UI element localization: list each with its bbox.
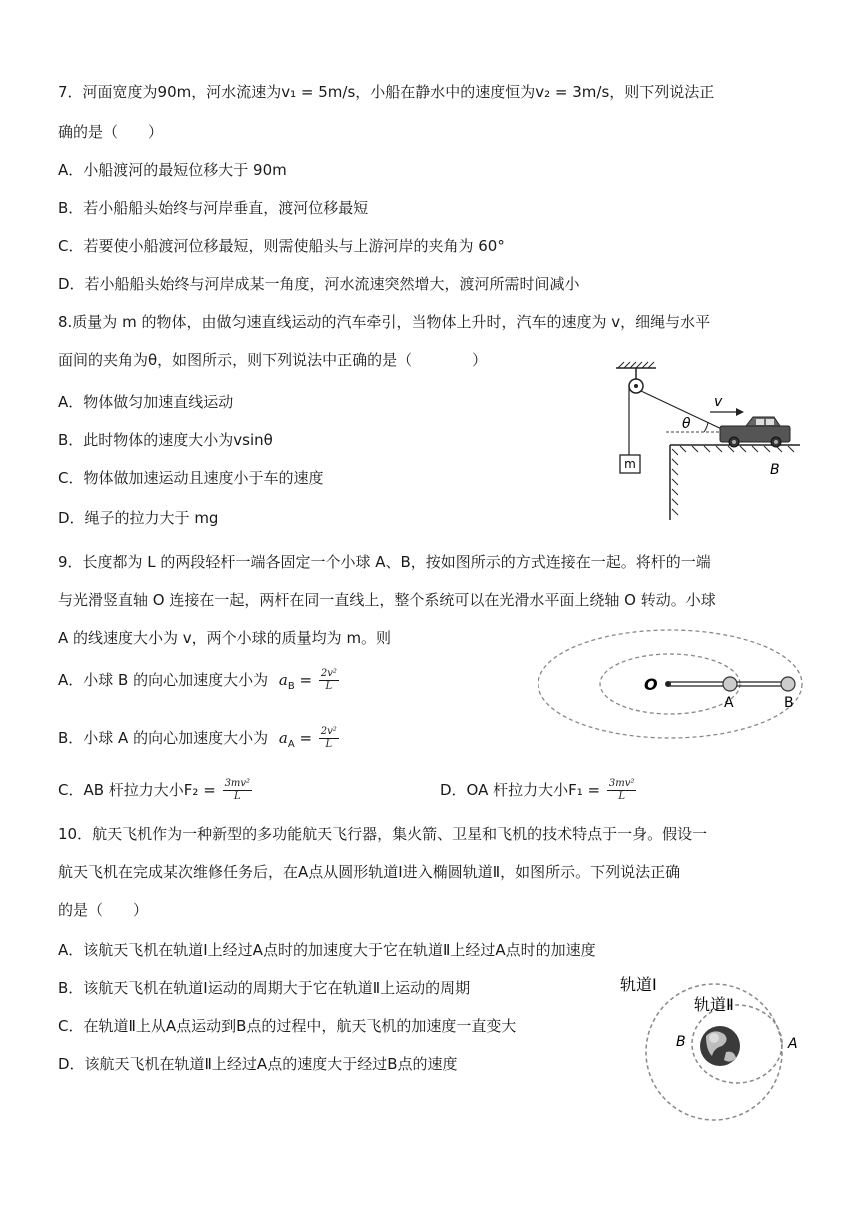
q9-option-b [58, 726, 339, 755]
q10-option-a: A．该航天飞机在轨道Ⅰ上经过A点时的加速度大于它在轨道Ⅱ上经过A点时的加速度 [58, 941, 596, 959]
q7-option-d: D．若小船船头始终与河岸成某一角度，河水流速突然增大，渡河所需时间减小 [58, 275, 580, 293]
q9-option-b-lhs: a [278, 729, 288, 747]
q9-option-a-den: L [325, 681, 333, 692]
q9-option-a-sub: B [287, 681, 295, 692]
q7-option-b: B．若小船船头始终与河岸垂直，渡河位移最短 [58, 199, 369, 217]
ball-b-icon [781, 677, 795, 691]
q9-option-a-eq: = [294, 671, 313, 689]
q8-velocity-label: v [714, 394, 723, 410]
q9-label-a: A [724, 695, 734, 711]
q9-option-a-lhs: a [278, 671, 288, 689]
q10-point-a-label: A [788, 1036, 798, 1052]
q9-stem-line1: 9．长度都为 L 的两段轻杆一端各固定一个小球 A、B，按如图所示的方式连接在一起。将杆的一端 [58, 553, 711, 571]
q9-option-b-eq: = [294, 729, 313, 747]
q8-option-c: C．物体做加速运动且速度小于车的速度 [58, 469, 324, 487]
q8-stem-line2: 面间的夹角为θ，如图所示，则下列说法中正确的是（ ） [58, 351, 488, 369]
q7-stem-line2: 确的是（ ） [58, 123, 164, 141]
q10-option-b: B．该航天飞机在轨道Ⅰ运动的周期大于它在轨道Ⅱ上运动的周期 [58, 979, 471, 997]
q9-option-b-sub: A [287, 739, 295, 750]
q9-option-c-num: 3mv² [224, 778, 251, 789]
q7-stem-line1: 7．河面宽度为90m，河水流速为v₁ = 5m/s，小船在静水中的速度恒为v₂ = 3m/s，则下列说法正 [58, 83, 715, 101]
q9-option-b-prefix: B．小球 A 的向心加速度大小为 [58, 729, 269, 747]
q10-option-d: D．该航天飞机在轨道Ⅱ上经过A点的速度大于经过B点的速度 [58, 1055, 458, 1073]
q9-rod-figure [538, 626, 814, 744]
q9-option-d-prefix: D．OA 杆拉力大小F₁ = [440, 781, 601, 799]
q8-stem-line1: 8.质量为 m 的物体，由做匀速直线运动的汽车牵引，当物体上升时，汽车的速度为 v，细绳与水平 [58, 313, 711, 331]
q8-block-label: m [624, 457, 636, 471]
q10-orbit-figure [616, 968, 812, 1126]
q9-option-a [58, 668, 339, 697]
q9-option-d-num: 3mv² [608, 778, 635, 789]
q10-stem-line1: 10．航天飞机作为一种新型的多功能航天飞行器，集火箭、卫星和飞机的技术特点于一身。假设一 [58, 825, 708, 843]
q10-stem-line2: 航天飞机在完成某次维修任务后，在A点从圆形轨道Ⅰ进入椭圆轨道Ⅱ，如图所示。下列说法正确 [58, 863, 681, 881]
ball-a-icon [723, 677, 737, 691]
q9-option-a-prefix: A．小球 B 的向心加速度大小为 [58, 671, 269, 689]
q8-option-b: B．此时物体的速度大小为vsinθ [58, 431, 273, 449]
q9-option-d-den: L [618, 791, 625, 802]
q9-option-c-prefix: C．AB 杆拉力大小F₂ = [58, 781, 216, 799]
q8-option-d: D．绳子的拉力大于 mg [58, 509, 219, 527]
q7-option-a: A．小船渡河的最短位移大于 90m [58, 161, 287, 179]
q8-theta-label: θ [682, 416, 691, 432]
q9-option-b-den: L [325, 739, 333, 750]
q8-point-b-label: B [770, 462, 780, 478]
earth-icon [700, 1026, 740, 1066]
q9-option-c [58, 778, 252, 803]
q9-option-c-den: L [234, 791, 241, 802]
q9-stem-line3: A 的线速度大小为 v，两个小球的质量均为 m。则 [58, 629, 392, 647]
q7-option-c: C．若要使小船渡河位移最短，则需使船头与上游河岸的夹角为 60° [58, 237, 505, 255]
q10-point-b-label: B [676, 1034, 686, 1050]
q10-orbit1-label: 轨道Ⅰ [620, 975, 657, 994]
q9-option-a-num: 2v² [320, 668, 337, 679]
q9-label-b: B [784, 695, 794, 711]
q10-orbit2-label: 轨道Ⅱ [694, 995, 734, 1014]
q9-label-o: O [644, 675, 658, 694]
q9-option-d [440, 778, 636, 803]
q10-stem-line3: 的是（ ） [58, 901, 149, 919]
q10-option-c: C．在轨道Ⅱ上从A点运动到B点的过程中，航天飞机的加速度一直变大 [58, 1017, 517, 1035]
q9-option-b-num: 2v² [320, 726, 337, 737]
q8-pulley-figure [608, 360, 808, 525]
q8-option-a: A．物体做匀加速直线运动 [58, 393, 234, 411]
truck-icon [720, 417, 790, 447]
q9-stem-line2: 与光滑竖直轴 O 连接在一起，两杆在同一直线上，整个系统可以在光滑水平面上绕轴 O 转动。小球 [58, 591, 716, 609]
